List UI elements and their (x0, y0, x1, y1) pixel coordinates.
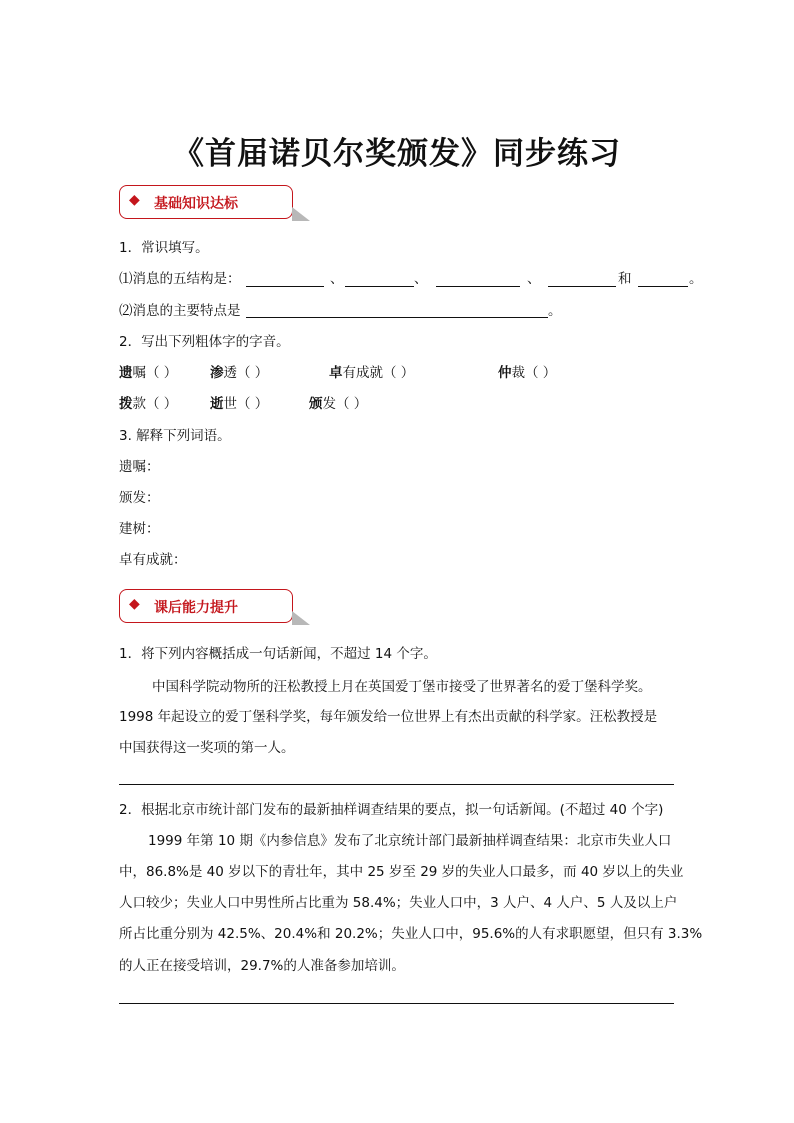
section-tab-shadow (292, 207, 310, 221)
separator: 、 (330, 271, 344, 287)
section-label: 课后能力提升 (154, 600, 238, 616)
section-header-basic (119, 185, 293, 219)
answer-blank[interactable] (246, 317, 548, 318)
answer-blank[interactable] (548, 286, 616, 287)
paragraph-line: 中国获得这一奖项的第一人。 (119, 740, 295, 756)
answer-blank[interactable] (345, 286, 414, 287)
answer-line[interactable] (119, 1003, 674, 1004)
practice-2-label: 2．根据北京市统计部门发布的最新抽样调查结果的要点，拟一句话新闻。(不超过 40 个字) (119, 802, 664, 818)
pinyin-blank: 发（ ） (322, 396, 368, 412)
page-title: 《首届诺贝尔奖颁发》同步练习 (173, 136, 621, 172)
term-item: 颁发： (119, 490, 160, 506)
section-tab-shadow (292, 611, 310, 625)
term-item: 建树： (119, 521, 160, 537)
section-label: 基础知识达标 (154, 196, 238, 212)
paragraph-line: 的人正在接受培训，29.7%的人准备参加培训。 (119, 958, 405, 974)
paragraph-line: 中，86.8%是 40 岁以下的青壮年，其中 25 岁至 29 岁的失业人口最多，而 40 岁以上的失业 (119, 864, 684, 880)
practice-1-label: 1．将下列内容概括成一句话新闻，不超过 14 个字。 (119, 646, 437, 662)
pinyin-blank: 嘱（ ） (132, 365, 178, 381)
pinyin-item (498, 364, 556, 382)
term-item: 卓有成就： (119, 552, 187, 568)
bold-char: 仲 (498, 365, 512, 381)
diamond-icon: ◆ (129, 596, 140, 612)
pinyin-blank: 款（ ） (132, 396, 178, 412)
pinyin-blank: 有成就（ ） (342, 365, 415, 381)
q1-sub1-prefix: ⑴消息的五结构是： (119, 271, 241, 287)
answer-blank[interactable] (436, 286, 520, 287)
question-3-label: 3. 解释下列词语。 (119, 428, 231, 444)
bold-char: 遗 (119, 365, 133, 381)
pinyin-item (119, 364, 177, 382)
pinyin-item (119, 395, 177, 413)
answer-line[interactable] (119, 784, 674, 785)
diamond-icon: ◆ (129, 192, 140, 208)
pinyin-item (309, 395, 367, 413)
question-2-label: 2．写出下列粗体字的字音。 (119, 334, 290, 350)
separator: 、 (414, 271, 428, 287)
pinyin-item (210, 364, 268, 382)
bold-char: 卓 (329, 365, 343, 381)
bold-char: 拨 (119, 396, 133, 412)
paragraph-line: 人口较少；失业人口中男性所占比重为 58.4%；失业人口中，3 人户、4 人户、5 人及以上户 (119, 895, 678, 911)
question-1-label: 1．常识填写。 (119, 240, 209, 256)
pinyin-blank: 裁（ ） (511, 365, 557, 381)
paragraph-line: 1998 年起设立的爱丁堡科学奖，每年颁发给一位世界上有杰出贡献的科学家。汪松教授是 (119, 709, 658, 725)
section-header-advanced (119, 589, 293, 623)
paragraph-line: 1999 年第 10 期《内参信息》发布了北京统计部门最新抽样调查结果：北京市失业人口 (148, 833, 672, 849)
and-text: 和 (618, 271, 632, 287)
bold-char: 颁 (309, 396, 323, 412)
q1-sub2-prefix: ⑵消息的主要特点是 (119, 303, 241, 319)
paragraph-line: 所占比重分别为 42.5%、20.4%和 20.2%；失业人口中，95.6%的人有求职愿望，但只有 3.3% (119, 926, 703, 942)
answer-blank[interactable] (638, 286, 688, 287)
paragraph-line: 中国科学院动物所的汪松教授上月在英国爱丁堡市接受了世界著名的爱丁堡科学奖。 (152, 679, 652, 695)
pinyin-blank: 世（ ） (223, 396, 269, 412)
bold-char: 逝 (210, 396, 224, 412)
bold-char: 渗 (210, 365, 224, 381)
pinyin-item (210, 395, 268, 413)
pinyin-item (329, 364, 414, 382)
answer-blank[interactable] (246, 286, 324, 287)
term-item: 遗嘱： (119, 459, 160, 475)
period: 。 (689, 271, 703, 287)
period: 。 (548, 303, 562, 319)
separator: 、 (527, 271, 541, 287)
pinyin-blank: 透（ ） (223, 365, 269, 381)
